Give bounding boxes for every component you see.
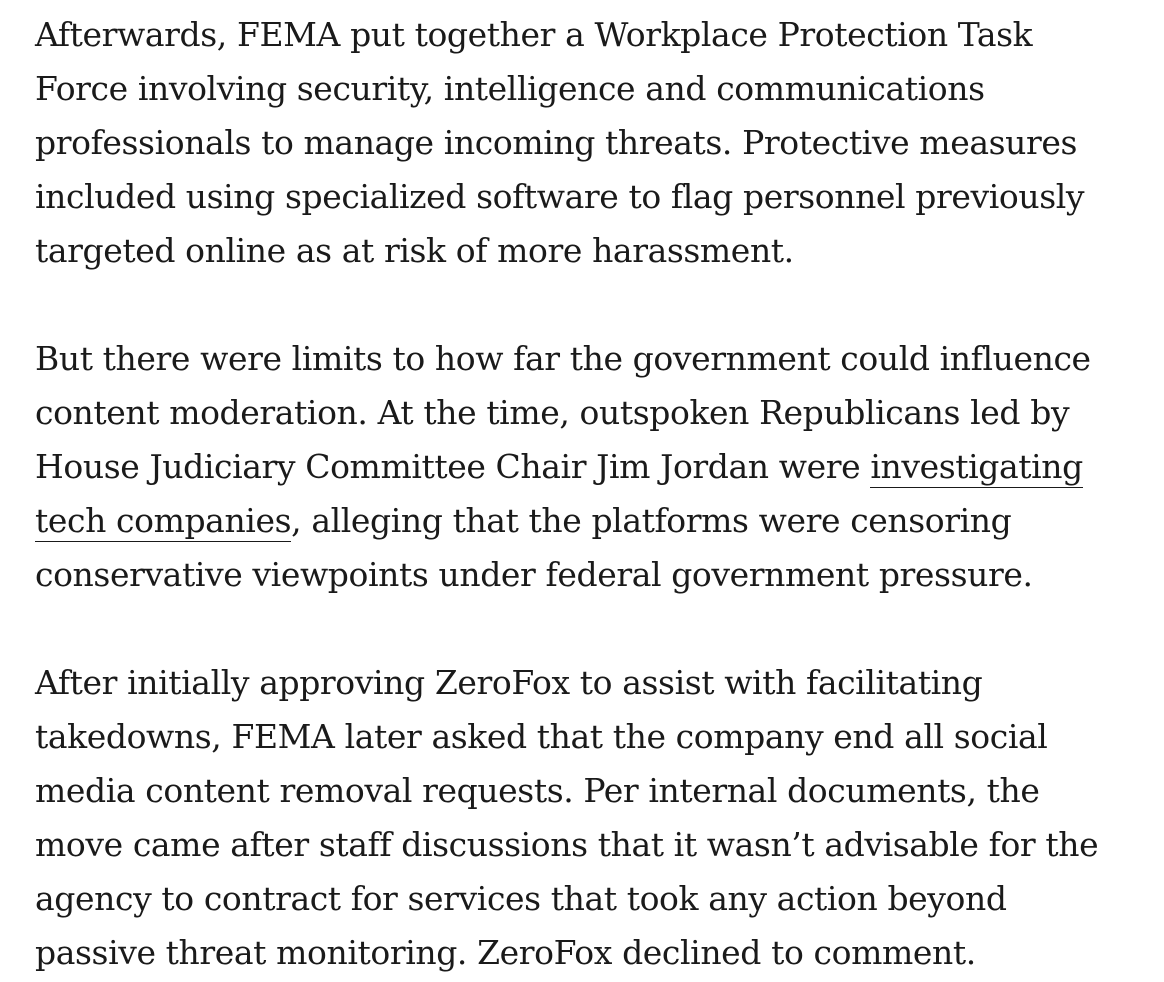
paragraph-content-moderation [35, 332, 1135, 602]
paragraph-text-before-link: But there were limits to how far the government could influence content moderation. At the time, outspoken Republicans led by House Judiciary Committee Chair Jim Jordan were [35, 339, 1091, 486]
investigating-tech-companies-link[interactable]: investigating tech companies [35, 447, 1083, 540]
article-body [35, 8, 1135, 980]
paragraph-zerofox: After initially approving ZeroFox to assist with facilitating takedowns, FEMA later asked that the company end all social media content removal requests. Per internal documents, the move came after staff discussions that it wasn’t advisable for the agency to contract for services that took any action beyond passive threat monitoring. ZeroFox declined to comment. [35, 663, 1099, 972]
paragraph-text-after-link: , alleging that the platforms were censoring conservative viewpoints under federal government pressure. [35, 501, 1033, 594]
paragraph-task-force: Afterwards, FEMA put together a Workplace Protection Task Force involving security, intelligence and communications professionals to manage incoming threats. Protective measures included using specialized software to flag personnel previously targeted online as at risk of more harassment. [35, 15, 1085, 270]
